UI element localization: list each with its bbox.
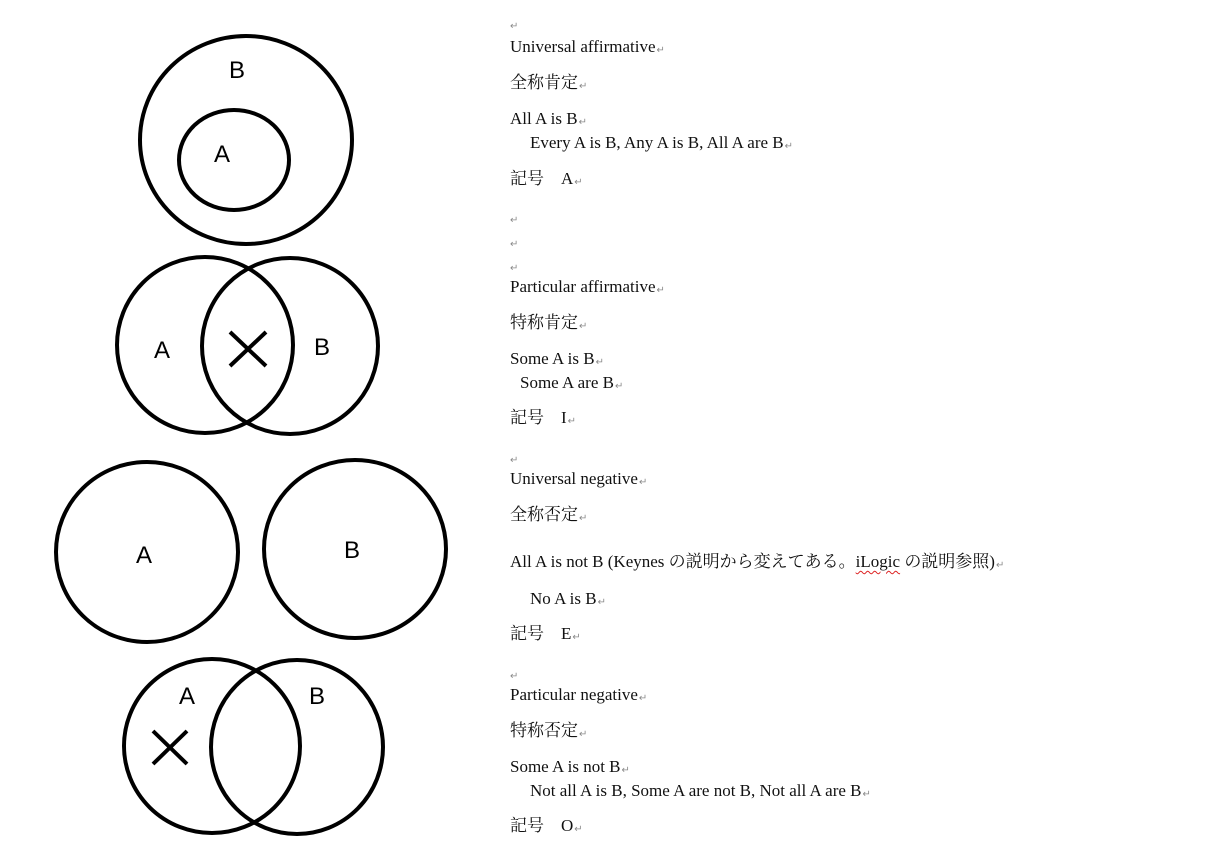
empty-paragraph: ↵ — [510, 263, 519, 274]
circle-b — [202, 258, 378, 434]
circle-a — [179, 110, 289, 210]
section-title-en: Universal affirmative↵ — [510, 37, 665, 56]
cross-mark — [230, 332, 266, 366]
diagram-universal-negative — [56, 460, 446, 642]
circle-b — [140, 36, 352, 244]
label-b: B — [229, 57, 246, 84]
symbol-line: 記号 E↵ — [510, 624, 581, 643]
diagram-particular-affirmative — [117, 257, 378, 434]
label-b: B — [314, 334, 331, 361]
section-title-en: Universal negative↵ — [510, 469, 648, 488]
proposition-form: All A is not B (Keynes の説明から変えてある。iLogic の説明参照)↵ — [510, 552, 1005, 571]
label-a: A — [154, 337, 171, 364]
proposition-form: All A is B↵ — [510, 109, 587, 128]
proposition-variants: Not all A is B, Some A are not B, Not all A are B↵ — [530, 781, 871, 800]
proposition-variants: No A is B↵ — [530, 589, 606, 608]
label-a: A — [136, 542, 153, 569]
empty-paragraph: ↵ — [510, 239, 519, 250]
empty-paragraph: ↵ — [510, 455, 519, 466]
empty-paragraph: ↵ — [510, 671, 519, 682]
empty-paragraph: ↵ — [510, 215, 519, 226]
symbol-line: 記号 I↵ — [510, 408, 577, 427]
section-title-ja: 特称肯定↵ — [510, 313, 588, 332]
symbol-line: 記号 A↵ — [510, 169, 583, 188]
proposition-form: Some A is B↵ — [510, 349, 604, 368]
circle-b — [211, 660, 383, 834]
proposition-variants: Every A is B, Any A is B, All A are B↵ — [530, 133, 794, 152]
section-title-ja: 全称否定↵ — [510, 505, 588, 524]
diagram-universal-affirmative — [140, 36, 352, 244]
label-a: A — [214, 141, 231, 168]
section-title-en: Particular affirmative↵ — [510, 277, 665, 296]
label-b: B — [344, 537, 361, 564]
label-a: A — [179, 683, 196, 710]
venn-diagrams — [0, 0, 470, 850]
empty-paragraph: ↵ — [510, 21, 519, 32]
section-title-ja: 特称否定↵ — [510, 721, 588, 740]
section-title-ja: 全称肯定↵ — [510, 73, 588, 92]
circle-a — [117, 257, 293, 433]
proposition-form: Some A is not B↵ — [510, 757, 630, 776]
cross-mark — [153, 731, 187, 764]
spellcheck-word: iLogic — [855, 552, 901, 571]
label-b: B — [309, 683, 326, 710]
proposition-variants: Some A are B↵ — [520, 373, 624, 392]
section-title-en: Particular negative↵ — [510, 685, 648, 704]
symbol-line: 記号 O↵ — [510, 816, 583, 835]
diagram-particular-negative — [124, 659, 383, 834]
